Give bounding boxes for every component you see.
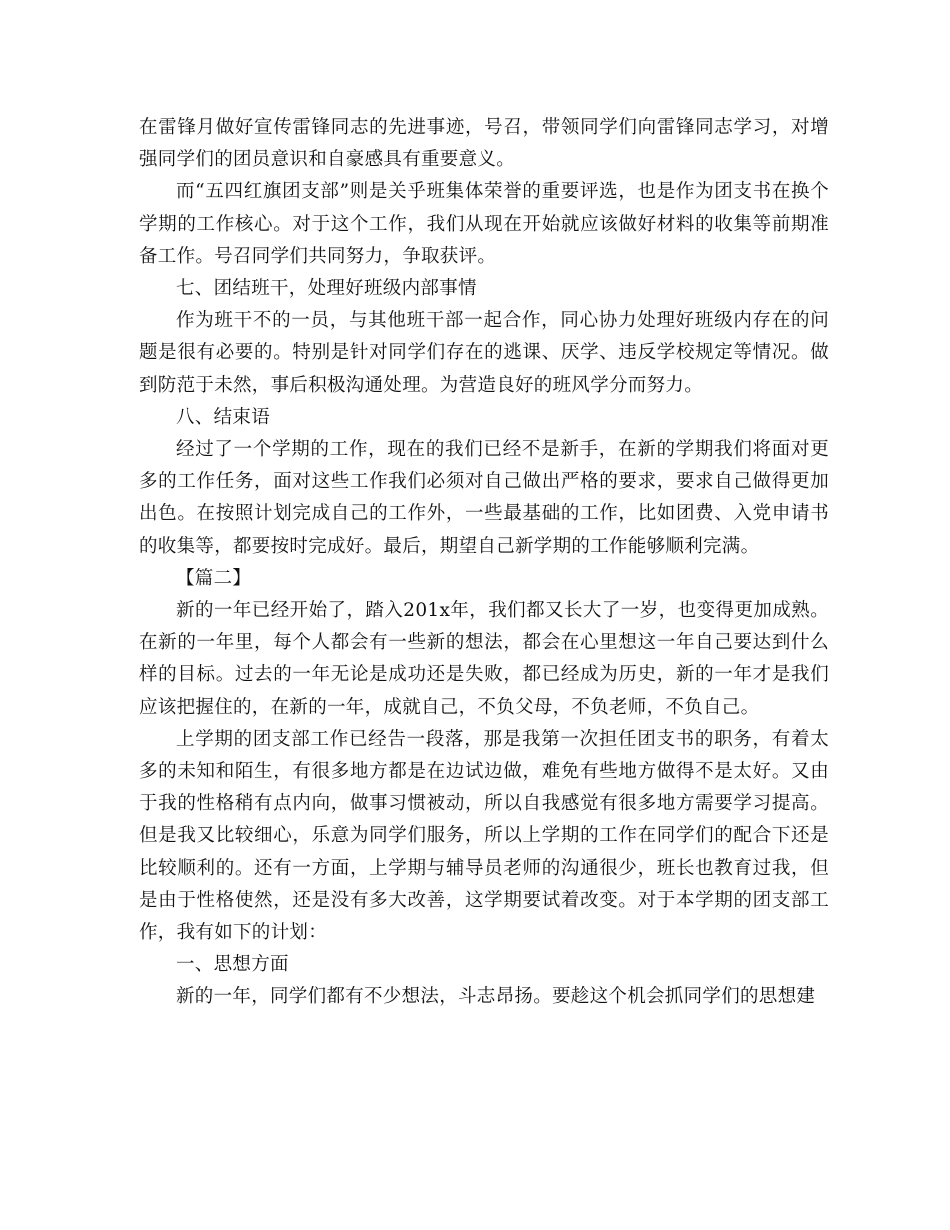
section-heading-7: 七、团结班干，处理好班级内部事情: [176, 278, 477, 300]
paragraph-new-year: 新的一年已经开始了，踏入201x年，我们都又长大了一岁，也变得更加成熟。在新的一年里，每个人都会有一些新的想法，都会在心里想这一年自己要达到什么样的目标。过去的一年无论是成功还是失败，都已经成为历史，新的一年才是我们应该把握住的，在新的一年，成就自己，不负父母，不负老师，不负自己。: [139, 600, 829, 718]
section-heading-1: 一、思想方面: [176, 954, 289, 976]
part-two-heading: 【篇二】: [176, 567, 252, 589]
paragraph-continued: 在雷锋月做好宣传雷锋同志的先进事迹，号召，带领同学们向雷锋同志学习，对增强同学们的团员意识和自豪感具有重要意义。: [139, 117, 829, 171]
section-heading-8: 八、结束语: [176, 406, 271, 428]
document-body: [139, 112, 829, 1014]
paragraph-thought: 新的一年，同学们都有不少想法，斗志昂扬。要趁这个机会抓同学们的思想建: [176, 986, 816, 1008]
paragraph-conclusion: 经过了一个学期的工作，现在的我们已经不是新手，在新的学期我们将面对更多的工作任务，面对这些工作我们必须对自己做出严格的要求，要求自己做得更加出色。在按照计划完成自己的工作外，一些最基础的工作，比如团费、入党申请书的收集等，都要按时完成好。最后，期望自己新学期的工作能够顺利完满。: [139, 439, 829, 557]
paragraph-class-cadres: 作为班干不的一员，与其他班干部一起合作，同心协力处理好班级内存在的问题是很有必要的。特别是针对同学们存在的逃课、厌学、违反学校规定等情况。做到防范于未然，事后积极沟通处理。为营造良好的班风学分而努力。: [139, 310, 829, 396]
paragraph-wusi-award: 而“五四红旗团支部”则是关乎班集体荣誉的重要评选，也是作为团支书在换个学期的工作核心。对于这个工作，我们从现在开始就应该做好材料的收集等前期准备工作。号召同学们共同努力，争取获评。: [139, 181, 829, 267]
paragraph-last-semester: 上学期的团支部工作已经告一段落，那是我第一次担任团支书的职务，有着太多的未知和陌生，有很多地方都是在边试边做，难免有些地方做得不是太好。又由于我的性格稍有点内向，做事习惯被动，所以自我感觉有很多地方需要学习提高。但是我又比较细心，乐意为同学们服务，所以上学期的工作在同学们的配合下还是比较顺利的。还有一方面，上学期与辅导员老师的沟通很少，班长也教育过我，但是由于性格使然，还是没有多大改善，这学期要试着改变。对于本学期的团支部工作，我有如下的计划：: [139, 728, 829, 944]
